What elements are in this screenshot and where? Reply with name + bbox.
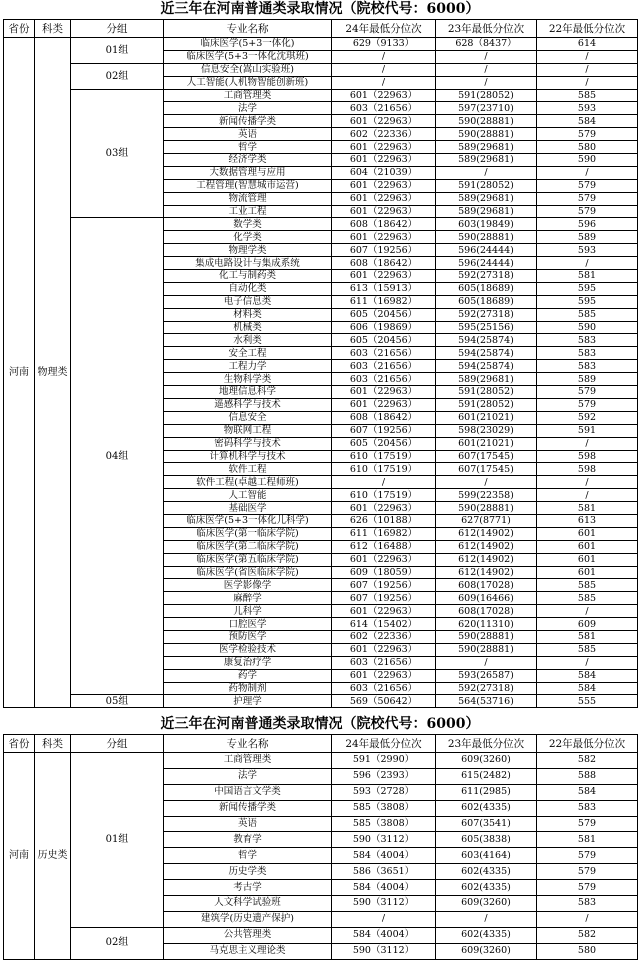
rank-2023-cell: 593(26587) — [436, 669, 537, 682]
table-row — [4, 63, 638, 76]
rank-2022-cell: 592 — [537, 411, 638, 424]
header-major: 专业名称 — [164, 20, 332, 38]
major-cell: 麻醉学 — [164, 592, 332, 605]
header-province: 省份 — [4, 735, 35, 753]
major-cell: 遥感科学与技术 — [164, 398, 332, 411]
rank-2023-cell: 590(28881) — [436, 643, 537, 656]
rank-2023-cell: 589(29681) — [436, 192, 537, 205]
rank-2022-cell: 579 — [537, 386, 638, 399]
rank-2024-cell: 603（21656） — [332, 682, 436, 695]
major-cell: 英语 — [164, 128, 332, 141]
rank-2023-cell: / — [436, 911, 537, 927]
rank-2023-cell: 591(28052) — [436, 386, 537, 399]
rank-2022-cell: 583 — [537, 347, 638, 360]
rank-2023-cell: 603(19849) — [436, 218, 537, 231]
rank-2022-cell: 601 — [537, 553, 638, 566]
major-cell: 口腔医学 — [164, 618, 332, 631]
rank-2024-cell: 610（17519） — [332, 489, 436, 502]
rank-2023-cell: 591(28052) — [436, 179, 537, 192]
header-2023: 23年最低分位次 — [436, 735, 537, 753]
major-cell: 人文科学试验班 — [164, 896, 332, 912]
rank-2024-cell: 601（22963） — [332, 205, 436, 218]
rank-2022-cell: / — [537, 656, 638, 669]
group-cell: 02组 — [71, 63, 164, 89]
table-row — [4, 695, 638, 708]
major-cell: 临床医学(第五临床学院) — [164, 553, 332, 566]
major-cell: 生物科学类 — [164, 373, 332, 386]
rank-2022-cell: 589 — [537, 373, 638, 386]
major-cell: 历史学类 — [164, 864, 332, 880]
rank-2023-cell: 607(3541) — [436, 816, 537, 832]
rank-2023-cell: 611(2985) — [436, 784, 537, 800]
rank-2022-cell: 580 — [537, 141, 638, 154]
rank-2022-cell: 579 — [537, 205, 638, 218]
rank-2022-cell: 580 — [537, 943, 638, 959]
rank-2023-cell: 605(18689) — [436, 295, 537, 308]
header-2023: 23年最低分位次 — [436, 20, 537, 38]
rank-2024-cell: 590（3112） — [332, 832, 436, 848]
rank-2023-cell: 615(2482) — [436, 768, 537, 784]
rank-2024-cell: 601（22963） — [332, 115, 436, 128]
rank-2022-cell: 601 — [537, 540, 638, 553]
major-cell: 法学 — [164, 102, 332, 115]
rank-2022-cell: 589 — [537, 231, 638, 244]
rank-2022-cell: 582 — [537, 927, 638, 943]
rank-2023-cell: 607(17545) — [436, 463, 537, 476]
rank-2024-cell: 603（21656） — [332, 102, 436, 115]
major-cell: 建筑学(历史遗产保护) — [164, 911, 332, 927]
rank-2023-cell: 612(14902) — [436, 553, 537, 566]
major-cell: 水利类 — [164, 334, 332, 347]
category-cell: 物理类 — [35, 38, 71, 708]
rank-2023-cell: 612(14902) — [436, 527, 537, 540]
rank-2022-cell: / — [537, 911, 638, 927]
rank-2022-cell: / — [537, 257, 638, 270]
rank-2024-cell: 608（18642） — [332, 411, 436, 424]
rank-2024-cell: 605（20456） — [332, 437, 436, 450]
rank-2023-cell: 592(27318) — [436, 270, 537, 283]
rank-2023-cell: 597(23710) — [436, 102, 537, 115]
rank-2022-cell: 579 — [537, 864, 638, 880]
rank-2023-cell: 594(25874) — [436, 347, 537, 360]
rank-2024-cell: / — [332, 476, 436, 489]
rank-2023-cell: 609(3260) — [436, 753, 537, 769]
rank-2023-cell: 596(24444) — [436, 244, 537, 257]
rank-2022-cell: 583 — [537, 896, 638, 912]
category-cell: 历史类 — [35, 753, 71, 960]
header-category: 科类 — [35, 20, 71, 38]
header-2022: 22年最低分位次 — [537, 20, 638, 38]
rank-2022-cell: 582 — [537, 753, 638, 769]
rank-2022-cell: 591 — [537, 424, 638, 437]
rank-2022-cell: 595 — [537, 295, 638, 308]
rank-2024-cell: 601（22963） — [332, 192, 436, 205]
major-cell: 考古学 — [164, 880, 332, 896]
major-cell: 哲学 — [164, 141, 332, 154]
major-cell: 信息安全(嵩山实验班) — [164, 63, 332, 76]
rank-2022-cell: / — [537, 476, 638, 489]
rank-2023-cell: 612(14902) — [436, 566, 537, 579]
header-province: 省份 — [4, 20, 35, 38]
rank-2024-cell: 585（3808） — [332, 800, 436, 816]
rank-2022-cell: 583 — [537, 334, 638, 347]
rank-2023-cell: 595(25156) — [436, 321, 537, 334]
rank-2024-cell: / — [332, 63, 436, 76]
major-cell: 公共管理类 — [164, 927, 332, 943]
major-cell: 人工智能 — [164, 489, 332, 502]
rank-2024-cell: 611（16982） — [332, 527, 436, 540]
rank-2023-cell: 592(27318) — [436, 308, 537, 321]
rank-2022-cell: 585 — [537, 643, 638, 656]
rank-2023-cell: 608(17028) — [436, 605, 537, 618]
admission-table-physics — [3, 19, 638, 708]
page-title-history: 近三年在河南普通类录取情况（院校代号：6000） — [160, 716, 480, 732]
rank-2022-cell: 590 — [537, 154, 638, 167]
major-cell: 工业工程 — [164, 205, 332, 218]
header-group: 分组 — [71, 735, 164, 753]
rank-2023-cell: 589(29681) — [436, 141, 537, 154]
group-cell: 02组 — [71, 927, 164, 959]
rank-2023-cell: 589(29681) — [436, 373, 537, 386]
major-cell: 材料类 — [164, 308, 332, 321]
major-cell: 软件工程(卓越工程师班) — [164, 476, 332, 489]
rank-2023-cell: 609(3260) — [436, 943, 537, 959]
rank-2024-cell: 607（19256） — [332, 424, 436, 437]
rank-2024-cell: 586（3651） — [332, 864, 436, 880]
group-cell: 03组 — [71, 89, 164, 218]
major-cell: 药学 — [164, 669, 332, 682]
rank-2024-cell: 605（20456） — [332, 334, 436, 347]
major-cell: 集成电路设计与集成系统 — [164, 257, 332, 270]
rank-2022-cell: 585 — [537, 89, 638, 102]
rank-2024-cell: / — [332, 50, 436, 63]
rank-2024-cell: 611（16982） — [332, 295, 436, 308]
rank-2022-cell: 598 — [537, 463, 638, 476]
rank-2023-cell: 628（8437） — [436, 38, 537, 51]
major-cell: 临床医学(第二临床学院) — [164, 540, 332, 553]
group-cell: 04组 — [71, 218, 164, 695]
rank-2023-cell: 590(28881) — [436, 630, 537, 643]
rank-2024-cell: 607（19256） — [332, 244, 436, 257]
major-cell: 药物制剂 — [164, 682, 332, 695]
rank-2024-cell: 601（22963） — [332, 179, 436, 192]
rank-2024-cell: 569（50642） — [332, 695, 436, 708]
major-cell: 大数据管理与应用 — [164, 166, 332, 179]
rank-2024-cell: 614（15402） — [332, 618, 436, 631]
major-cell: 中国语言文学类 — [164, 784, 332, 800]
header-group: 分组 — [71, 20, 164, 38]
major-cell: 密码科学与技术 — [164, 437, 332, 450]
rank-2024-cell: 591（2990） — [332, 753, 436, 769]
major-cell: 数学类 — [164, 218, 332, 231]
rank-2023-cell: 605(3838) — [436, 832, 537, 848]
rank-2024-cell: 590（3112） — [332, 896, 436, 912]
rank-2024-cell: 601（22963） — [332, 502, 436, 515]
rank-2024-cell: 596（2393） — [332, 768, 436, 784]
rank-2024-cell: 610（17519） — [332, 450, 436, 463]
major-cell: 护理学 — [164, 695, 332, 708]
rank-2024-cell: 608（18642） — [332, 218, 436, 231]
rank-2024-cell: 607（19256） — [332, 579, 436, 592]
major-cell: 临床医学(第一临床学院) — [164, 527, 332, 540]
province-cell: 河南 — [4, 38, 35, 708]
header-category: 科类 — [35, 735, 71, 753]
rank-2023-cell: 602(4335) — [436, 880, 537, 896]
table-row — [4, 753, 638, 769]
rank-2024-cell: 602（22336） — [332, 630, 436, 643]
rank-2022-cell: 579 — [537, 398, 638, 411]
rank-2023-cell: / — [436, 656, 537, 669]
rank-2022-cell: 584 — [537, 669, 638, 682]
major-cell: 工商管理类 — [164, 89, 332, 102]
rank-2022-cell: 601 — [537, 566, 638, 579]
rank-2024-cell: 607（19256） — [332, 592, 436, 605]
rank-2023-cell: / — [436, 166, 537, 179]
major-cell: 临床医学(5+3一体化儿科学) — [164, 514, 332, 527]
table-row — [4, 218, 638, 231]
rank-2024-cell: 606（19869） — [332, 321, 436, 334]
rank-2023-cell: 627(8771) — [436, 514, 537, 527]
rank-2023-cell: 605(18689) — [436, 282, 537, 295]
rank-2024-cell: 601（22963） — [332, 141, 436, 154]
major-cell: 经济学类 — [164, 154, 332, 167]
major-cell: 物理学类 — [164, 244, 332, 257]
rank-2024-cell: 585（3808） — [332, 816, 436, 832]
rank-2024-cell: 609（18059） — [332, 566, 436, 579]
rank-2023-cell: 601(21021) — [436, 411, 537, 424]
major-cell: 机械类 — [164, 321, 332, 334]
rank-2024-cell: 584（4004） — [332, 880, 436, 896]
major-cell: 工程管理(智慧城市运营) — [164, 179, 332, 192]
group-cell: 01组 — [71, 38, 164, 64]
major-cell: 临床医学(5+3一体化沈琪班) — [164, 50, 332, 63]
rank-2023-cell: 609(16466) — [436, 592, 537, 605]
rank-2023-cell: / — [436, 476, 537, 489]
rank-2024-cell: / — [332, 911, 436, 927]
rank-2022-cell: / — [537, 63, 638, 76]
table-header-row — [4, 735, 638, 753]
rank-2024-cell: 603（21656） — [332, 347, 436, 360]
rank-2022-cell: 579 — [537, 880, 638, 896]
rank-2024-cell: 601（22963） — [332, 89, 436, 102]
rank-2024-cell: 601（22963） — [332, 154, 436, 167]
rank-2024-cell: 601（22963） — [332, 669, 436, 682]
rank-2022-cell: 595 — [537, 282, 638, 295]
header-2024: 24年最低分位次 — [332, 735, 436, 753]
rank-2024-cell: 584（4004） — [332, 927, 436, 943]
rank-2022-cell: 596 — [537, 218, 638, 231]
rank-2023-cell: 590(28881) — [436, 128, 537, 141]
major-cell: 康复治疗学 — [164, 656, 332, 669]
rank-2023-cell: 612(14902) — [436, 540, 537, 553]
rank-2022-cell: / — [537, 166, 638, 179]
rank-2022-cell: 555 — [537, 695, 638, 708]
rank-2023-cell: 601(21021) — [436, 437, 537, 450]
rank-2023-cell: 608(17028) — [436, 579, 537, 592]
major-cell: 法学 — [164, 768, 332, 784]
rank-2024-cell: 601（22963） — [332, 553, 436, 566]
major-cell: 新闻传播学类 — [164, 800, 332, 816]
rank-2022-cell: 581 — [537, 832, 638, 848]
rank-2022-cell: / — [537, 50, 638, 63]
rank-2023-cell: 596(24444) — [436, 257, 537, 270]
rank-2024-cell: 601（22963） — [332, 605, 436, 618]
major-cell: 物流管理 — [164, 192, 332, 205]
major-cell: 工程力学 — [164, 360, 332, 373]
rank-2024-cell: 603（21656） — [332, 656, 436, 669]
header-2024: 24年最低分位次 — [332, 20, 436, 38]
rank-2024-cell: 612（16488） — [332, 540, 436, 553]
rank-2024-cell: 602（22336） — [332, 128, 436, 141]
rank-2022-cell: 593 — [537, 102, 638, 115]
rank-2022-cell: 609 — [537, 618, 638, 631]
rank-2023-cell: 589(29681) — [436, 154, 537, 167]
rank-2023-cell: 564(53716) — [436, 695, 537, 708]
rank-2022-cell: / — [537, 605, 638, 618]
rank-2024-cell: 601（22963） — [332, 231, 436, 244]
rank-2022-cell: 613 — [537, 514, 638, 527]
rank-2024-cell: 610（17519） — [332, 463, 436, 476]
rank-2022-cell: 585 — [537, 592, 638, 605]
group-cell: 01组 — [71, 753, 164, 928]
table-row — [4, 38, 638, 51]
rank-2024-cell: 584（4004） — [332, 848, 436, 864]
major-cell: 人工智能(人机物智能创新班) — [164, 76, 332, 89]
rank-2023-cell: / — [436, 50, 537, 63]
rank-2024-cell: 604（21039） — [332, 166, 436, 179]
rank-2023-cell: 591(28052) — [436, 89, 537, 102]
rank-2023-cell: 609(3260) — [436, 896, 537, 912]
rank-2023-cell: 602(4335) — [436, 800, 537, 816]
table-row — [4, 89, 638, 102]
major-cell: 软件工程 — [164, 463, 332, 476]
rank-2023-cell: 594(25874) — [436, 360, 537, 373]
major-cell: 马克思主义理论类 — [164, 943, 332, 959]
table-row — [4, 927, 638, 943]
rank-2022-cell: 584 — [537, 784, 638, 800]
rank-2023-cell: / — [436, 63, 537, 76]
rank-2022-cell: 581 — [537, 270, 638, 283]
rank-2022-cell: 579 — [537, 192, 638, 205]
rank-2022-cell: 585 — [537, 308, 638, 321]
rank-2023-cell: 591(28052) — [436, 398, 537, 411]
major-cell: 临床医学(5+3一体化) — [164, 38, 332, 51]
province-cell: 河南 — [4, 753, 35, 960]
major-cell: 基础医学 — [164, 502, 332, 515]
rank-2022-cell: 588 — [537, 768, 638, 784]
major-cell: 英语 — [164, 816, 332, 832]
major-cell: 教育学 — [164, 832, 332, 848]
rank-2024-cell: 593（2728） — [332, 784, 436, 800]
major-cell: 计算机科学与技术 — [164, 450, 332, 463]
rank-2024-cell: 613（15913） — [332, 282, 436, 295]
rank-2022-cell: 581 — [537, 502, 638, 515]
rank-2024-cell: 601（22963） — [332, 643, 436, 656]
rank-2023-cell: 603(4164) — [436, 848, 537, 864]
rank-2023-cell: 589(29681) — [436, 205, 537, 218]
rank-2023-cell: 590(28881) — [436, 231, 537, 244]
major-cell: 电子信息类 — [164, 295, 332, 308]
rank-2022-cell: 584 — [537, 682, 638, 695]
rank-2023-cell: 592(27318) — [436, 682, 537, 695]
rank-2023-cell: 620(11310) — [436, 618, 537, 631]
major-cell: 化工与制药类 — [164, 270, 332, 283]
rank-2022-cell: 579 — [537, 816, 638, 832]
rank-2022-cell: 614 — [537, 38, 638, 51]
major-cell: 安全工程 — [164, 347, 332, 360]
rank-2022-cell: 579 — [537, 128, 638, 141]
rank-2023-cell: 602(4335) — [436, 927, 537, 943]
major-cell: 预防医学 — [164, 630, 332, 643]
rank-2023-cell: / — [436, 76, 537, 89]
admission-table-history — [3, 734, 638, 960]
major-cell: 自动化类 — [164, 282, 332, 295]
rank-2024-cell: 629（9133） — [332, 38, 436, 51]
rank-2023-cell: 590(28881) — [436, 502, 537, 515]
rank-2022-cell: 583 — [537, 360, 638, 373]
rank-2024-cell: 605（20456） — [332, 308, 436, 321]
rank-2022-cell: 585 — [537, 579, 638, 592]
rank-2022-cell: 593 — [537, 244, 638, 257]
header-2022: 22年最低分位次 — [537, 735, 638, 753]
major-cell: 信息安全 — [164, 411, 332, 424]
major-cell: 新闻传播学类 — [164, 115, 332, 128]
rank-2022-cell: / — [537, 437, 638, 450]
group-cell: 05组 — [71, 695, 164, 708]
major-cell: 哲学 — [164, 848, 332, 864]
rank-2024-cell: 608（18642） — [332, 257, 436, 270]
rank-2023-cell: 598(23029) — [436, 424, 537, 437]
major-cell: 物联网工程 — [164, 424, 332, 437]
rank-2023-cell: 602(4335) — [436, 864, 537, 880]
rank-2022-cell: 583 — [537, 800, 638, 816]
rank-2024-cell: 626（10188） — [332, 514, 436, 527]
table-header-row — [4, 20, 638, 38]
major-cell: 儿科学 — [164, 605, 332, 618]
rank-2024-cell: 590（3112） — [332, 943, 436, 959]
page-title-physics: 近三年在河南普通类录取情况（院校代号：6000） — [160, 1, 480, 17]
rank-2024-cell: 601（22963） — [332, 386, 436, 399]
rank-2022-cell: / — [537, 76, 638, 89]
major-cell: 医学检验技术 — [164, 643, 332, 656]
rank-2024-cell: 603（21656） — [332, 373, 436, 386]
major-cell: 医学影像学 — [164, 579, 332, 592]
major-cell: 临床医学(省医临床学院) — [164, 566, 332, 579]
rank-2024-cell: 601（22963） — [332, 398, 436, 411]
rank-2022-cell: 598 — [537, 450, 638, 463]
header-major: 专业名称 — [164, 735, 332, 753]
rank-2022-cell: 581 — [537, 630, 638, 643]
rank-2022-cell: 579 — [537, 179, 638, 192]
rank-2023-cell: 599(22358) — [436, 489, 537, 502]
rank-2024-cell: 603（21656） — [332, 360, 436, 373]
rank-2022-cell: 579 — [537, 848, 638, 864]
rank-2023-cell: 590(28881) — [436, 115, 537, 128]
rank-2024-cell: 601（22963） — [332, 270, 436, 283]
rank-2023-cell: 607(17545) — [436, 450, 537, 463]
rank-2022-cell: 601 — [537, 527, 638, 540]
major-cell: 工商管理类 — [164, 753, 332, 769]
rank-2022-cell: 590 — [537, 321, 638, 334]
rank-2024-cell: / — [332, 76, 436, 89]
major-cell: 地理信息科学 — [164, 386, 332, 399]
rank-2023-cell: 594(25874) — [436, 334, 537, 347]
rank-2022-cell: / — [537, 489, 638, 502]
major-cell: 化学类 — [164, 231, 332, 244]
rank-2022-cell: 584 — [537, 115, 638, 128]
